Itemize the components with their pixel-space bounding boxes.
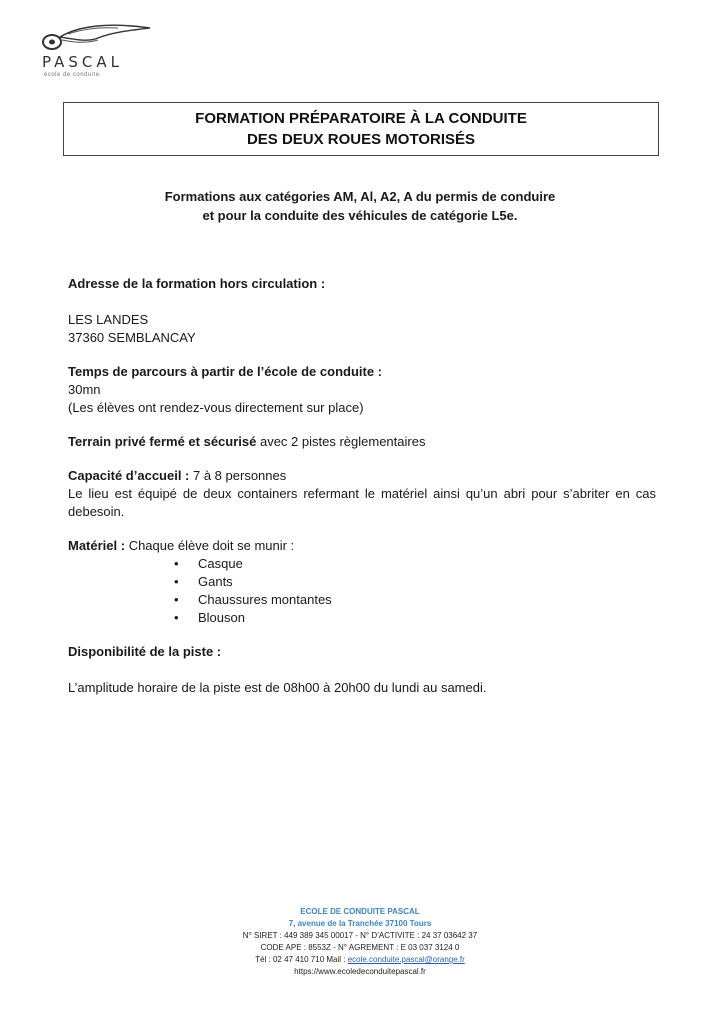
subtitle-line-2: et pour la conduite des véhicules de catégorie L5e. <box>202 208 518 223</box>
equipment-intro: Chaque élève doit se munir : <box>125 538 295 553</box>
footer-contact <box>0 954 720 966</box>
availability-heading: Disponibilité de la piste : <box>68 644 222 659</box>
title-line-2: DES DEUX ROUES MOTORISÉS <box>246 131 476 148</box>
address-heading: Adresse de la formation hors circulation : <box>68 276 326 291</box>
document-body <box>68 275 656 697</box>
subtitle-line-1: Formations aux catégories AM, Al, A2, A du permis de conduire <box>164 189 556 204</box>
list-item: • Chaussures montantes <box>68 591 656 609</box>
footer-tel: Tél : 02 47 410 710 Mail : <box>255 955 348 964</box>
capacity-value: 7 à 8 personnes <box>189 468 287 483</box>
address-line-2: 37360 SEMBLANCAY <box>68 330 196 345</box>
company-logo <box>38 20 158 80</box>
footer-email-link[interactable]: ecole.conduite.pascal@orange.fr <box>347 955 465 964</box>
equipment-line <box>68 537 656 555</box>
capacity-line <box>68 467 656 485</box>
footer-school: ECOLE DE CONDUITE PASCAL <box>300 907 420 916</box>
title-line-1: FORMATION PRÉPARATOIRE À LA CONDUITE <box>195 110 527 127</box>
logo-tagline: école de conduite <box>44 72 100 78</box>
footer-address: 7, avenue de la Tranchée 37100 Tours <box>288 919 432 928</box>
footer-website[interactable]: https://www.ecoledeconduitepascal.fr <box>294 967 426 976</box>
travel-time: 30mn <box>68 382 101 397</box>
list-item: • Blouson <box>68 609 656 627</box>
address-line-1: LES LANDES <box>68 312 149 327</box>
capacity-label: Capacité d’accueil : <box>68 468 190 483</box>
terrain-line <box>68 433 656 451</box>
capacity-description: Le lieu est équipé de deux containers refermant le matériel ainsi qu’un abri pour s’abriter en cas debesoin. <box>68 486 656 519</box>
motorcycle-icon <box>38 20 156 54</box>
subtitle <box>0 187 720 225</box>
footer <box>0 906 720 978</box>
list-item: • Casque <box>68 555 656 573</box>
footer-code: CODE APE : 8553Z - N° AGREMENT : E 03 037 3124 0 <box>260 943 460 952</box>
title-box <box>63 102 659 156</box>
terrain-bold: Terrain privé fermé et sécurisé <box>68 434 257 449</box>
list-item: • Gants <box>68 573 656 591</box>
availability-text: L’amplitude horaire de la piste est de 08h00 à 20h00 du lundi au samedi. <box>68 680 487 695</box>
terrain-rest: avec 2 pistes règlementaires <box>256 434 426 449</box>
logo-name: PASCAL <box>42 53 123 71</box>
footer-siret: N° SIRET : 449 389 345 00017 - N° D’ACTIVITE : 24 37 03642 37 <box>242 931 478 940</box>
equipment-label: Matériel : <box>68 538 126 553</box>
travel-heading: Temps de parcours à partir de l’école de conduite : <box>68 364 383 379</box>
travel-note: (Les élèves ont rendez-vous directement sur place) <box>68 400 364 415</box>
equipment-list <box>68 555 656 627</box>
